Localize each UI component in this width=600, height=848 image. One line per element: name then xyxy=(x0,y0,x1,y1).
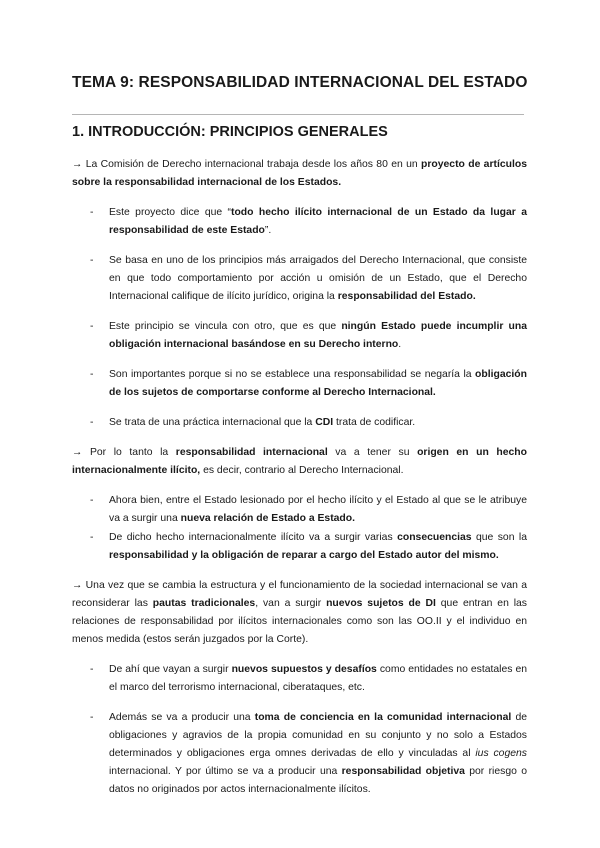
bold-run: responsabilidad internacional xyxy=(175,447,328,458)
text-run: que son la xyxy=(471,532,527,543)
bold-run: proyecto de artículos sobre la responsabilidad internacional de los Estados. xyxy=(72,159,527,188)
text-run: Una vez que se cambia la estructura y el funcionamiento de la sociedad internacional se van a reconsiderar las xyxy=(72,580,527,609)
document-body xyxy=(72,156,527,811)
bold-run: ningún Estado puede incumplir una obligación internacional basándose en su Derecho interno xyxy=(109,321,527,350)
bold-run: responsabilidad del Estado. xyxy=(337,291,476,302)
list-item xyxy=(72,318,527,354)
dash-bullet: - xyxy=(90,495,94,506)
text-run: es decir, contrario al Derecho Internacional. xyxy=(200,465,404,476)
bold-run: responsabilidad y la obligación de reparar a cargo del Estado autor del mismo. xyxy=(109,550,499,561)
text-run: , van a surgir xyxy=(255,598,327,609)
list-item xyxy=(72,204,527,240)
text-run: Este principio se vincula con otro, que es que xyxy=(109,321,342,332)
bold-run: responsabilidad objetiva xyxy=(341,766,465,777)
text-run: internacional. Y por último se va a producir una xyxy=(109,766,342,777)
bold-run: origen en un hecho internacionalmente ilícito, xyxy=(72,447,527,476)
text-run: trata de codificar. xyxy=(333,417,416,428)
text-run: Se basa en uno de los principios más arraigados del Derecho Internacional, que consiste en que todo comportamiento por acción u omisión de un Estado, que el Derecho Internacional califique de ilícito jurídico, origina la xyxy=(109,255,527,302)
text-run: que entran en las relaciones de responsabilidad por ilícitos internacionales como son las OO.II y el individuo en menos medida (estos serán juzgados por la Corte). xyxy=(72,598,528,645)
dash-bullet: - xyxy=(90,207,94,218)
bold-run: nueva relación de Estado a Estado. xyxy=(180,513,356,524)
text-run: Son importantes porque si no se establece una responsabilidad se negaría la xyxy=(109,369,476,380)
dash-bullet: - xyxy=(90,321,94,332)
dash-bullet: - xyxy=(90,532,94,543)
bold-run: nuevos supuestos y desafíos xyxy=(231,664,377,675)
dash-bullet: - xyxy=(90,369,94,380)
bold-run: CDI xyxy=(315,417,334,428)
list-item xyxy=(72,366,527,402)
arrow-icon: → xyxy=(72,159,83,170)
text-run: De dicho hecho internacionalmente ilícito va a surgir varias xyxy=(109,532,398,543)
title-divider xyxy=(72,114,524,115)
bold-run: pautas tradicionales xyxy=(152,598,256,609)
text-run: como entidades no estatales en el marco del terrorismo internacional, ciberataques, etc. xyxy=(109,664,528,693)
bullet-list-challenges xyxy=(72,661,527,799)
text-run: Se trata de una práctica internacional que la xyxy=(109,417,316,428)
text-run: de obligaciones y agravios de la propia comunidad en su conjunto y no solo a Estados determinados y obligaciones erga omnes derivadas de ello y vinculadas al xyxy=(109,712,528,759)
text-run: va a tener su xyxy=(327,447,418,458)
bold-run: todo hecho ilícito internacional de un Estado da lugar a responsabilidad de este Estado xyxy=(109,207,527,236)
text-run: por riesgo o datos no originados por actos internacionalmente ilícitos. xyxy=(109,766,527,795)
list-item xyxy=(72,252,527,306)
list-item xyxy=(72,492,527,528)
dash-bullet: - xyxy=(90,664,94,675)
list-item xyxy=(72,709,527,799)
dash-bullet: - xyxy=(90,417,94,428)
section-heading: 1. INTRODUCCIÓN: PRINCIPIOS GENERALES xyxy=(72,124,388,140)
text-run: Ahora bien, entre el Estado lesionado por el hecho ilícito y el Estado al que se le atribuye va a surgir una xyxy=(109,495,527,524)
bullet-list-relations xyxy=(72,492,527,565)
bold-run: consecuencias xyxy=(397,532,472,543)
text-run: Este proyecto dice que “ xyxy=(109,207,231,218)
text-run: . xyxy=(398,339,402,350)
arrow-icon: → xyxy=(72,447,83,458)
dash-bullet: - xyxy=(90,255,94,266)
italic-run: ius cogens xyxy=(475,748,527,759)
list-item xyxy=(72,414,527,432)
text-run: Además se va a producir una xyxy=(109,712,255,723)
paragraph-new-subjects xyxy=(72,577,527,649)
text-run: ”. xyxy=(264,225,272,236)
bold-run: nuevos sujetos de DI xyxy=(326,598,436,609)
paragraph-intro xyxy=(72,156,527,192)
bold-run: toma de conciencia en la comunidad internacional xyxy=(254,712,512,723)
paragraph-origin xyxy=(72,444,527,480)
arrow-icon: → xyxy=(72,580,83,591)
text-run: De ahí que vayan a surgir xyxy=(109,664,232,675)
page-title: TEMA 9: RESPONSABILIDAD INTERNACIONAL DEL ESTADO xyxy=(72,74,528,91)
text-run: Por lo tanto la xyxy=(82,447,176,458)
bullet-list-principles xyxy=(72,204,527,432)
list-item xyxy=(72,529,527,565)
bold-run: obligación de los sujetos de comportarse conforme al Derecho Internacional. xyxy=(109,369,527,398)
list-item xyxy=(72,661,527,697)
text-run: La Comisión de Derecho internacional trabaja desde los años 80 en un xyxy=(82,159,421,170)
dash-bullet: - xyxy=(90,712,94,723)
